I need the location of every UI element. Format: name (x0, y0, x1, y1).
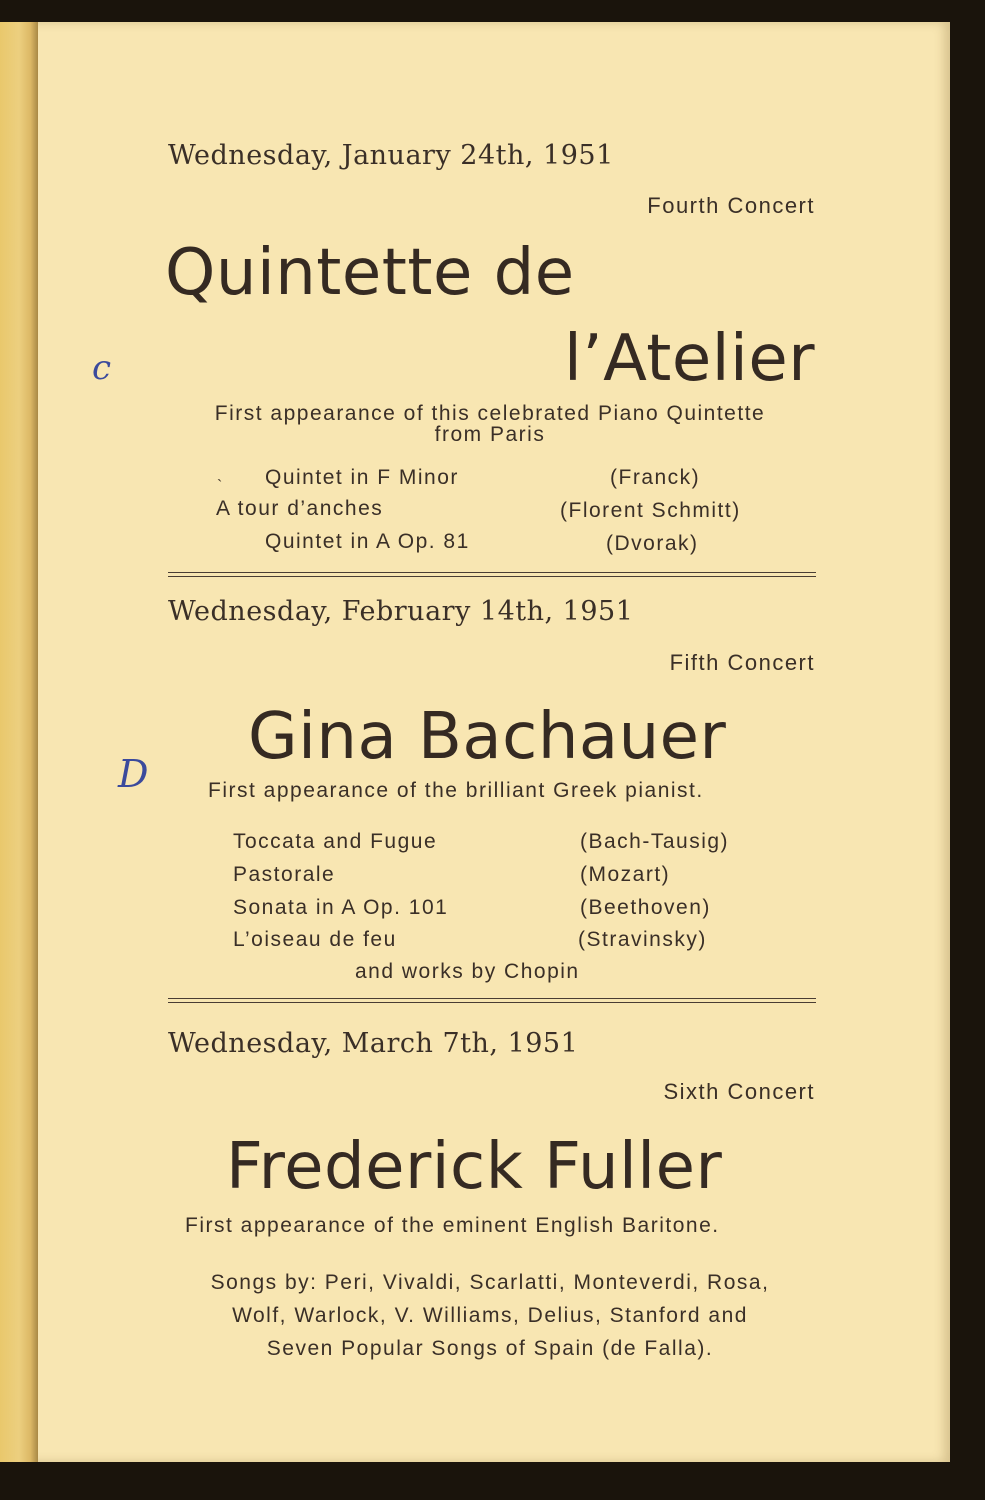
concert-description: First appearance of the brilliant Greek pianist. (208, 779, 704, 802)
program-work: Sonata in A Op. 101 (233, 896, 449, 919)
program-work: Quintet in F Minor (265, 466, 459, 489)
program-work: Pastorale (233, 863, 336, 886)
handwritten-mark-c: c (92, 348, 112, 388)
program-work: L’oiseau de feu (233, 928, 397, 951)
program-composer: (Dvorak) (606, 532, 699, 555)
performer-name-line2: l’Atelier (564, 322, 815, 396)
concert-number: Fourth Concert (647, 193, 815, 218)
performer-name: Gina Bachauer (248, 700, 727, 774)
songs-line: Wolf, Warlock, V. Williams, Delius, Stanford and (232, 1304, 748, 1327)
section-divider (168, 572, 816, 577)
description-line: First appearance of this celebrated Piano Quintette (214, 402, 766, 425)
songs-line: Seven Popular Songs of Spain (de Falla). (266, 1337, 714, 1360)
program-work: Quintet in A Op. 81 (265, 530, 470, 553)
concert-date: Wednesday, March 7th, 1951 (168, 1028, 579, 1059)
program-composer: (Stravinsky) (578, 928, 707, 951)
grave-accent-mark: ` (217, 478, 223, 495)
program-extra: and works by Chopin (355, 960, 580, 983)
concert-description (140, 402, 840, 447)
program-work: A tour d’anches (216, 497, 384, 520)
performer-name-line1: Quintette de (165, 236, 575, 310)
program-composer: (Franck) (610, 466, 701, 489)
section-divider (168, 998, 816, 1003)
performer-name: Frederick Fuller (226, 1130, 723, 1204)
concert-number: Fifth Concert (669, 650, 815, 675)
concert-number: Sixth Concert (663, 1079, 815, 1104)
concert-description: First appearance of the eminent English Baritone. (185, 1214, 720, 1237)
handwritten-mark-d: D (118, 752, 149, 796)
description-line: from Paris (434, 423, 546, 446)
program-composer: (Florent Schmitt) (560, 499, 741, 522)
concert-date: Wednesday, February 14th, 1951 (168, 596, 634, 627)
songs-line: Songs by: Peri, Vivaldi, Scarlatti, Monteverdi, Rosa, (210, 1271, 770, 1294)
concert-date: Wednesday, January 24th, 1951 (168, 140, 614, 171)
songs-list (130, 1266, 850, 1365)
program-composer: (Mozart) (580, 863, 671, 886)
program-composer: (Beethoven) (580, 896, 711, 919)
program-composer: (Bach-Tausig) (580, 830, 730, 853)
program-work: Toccata and Fugue (233, 830, 438, 853)
page-edge (0, 22, 38, 1462)
